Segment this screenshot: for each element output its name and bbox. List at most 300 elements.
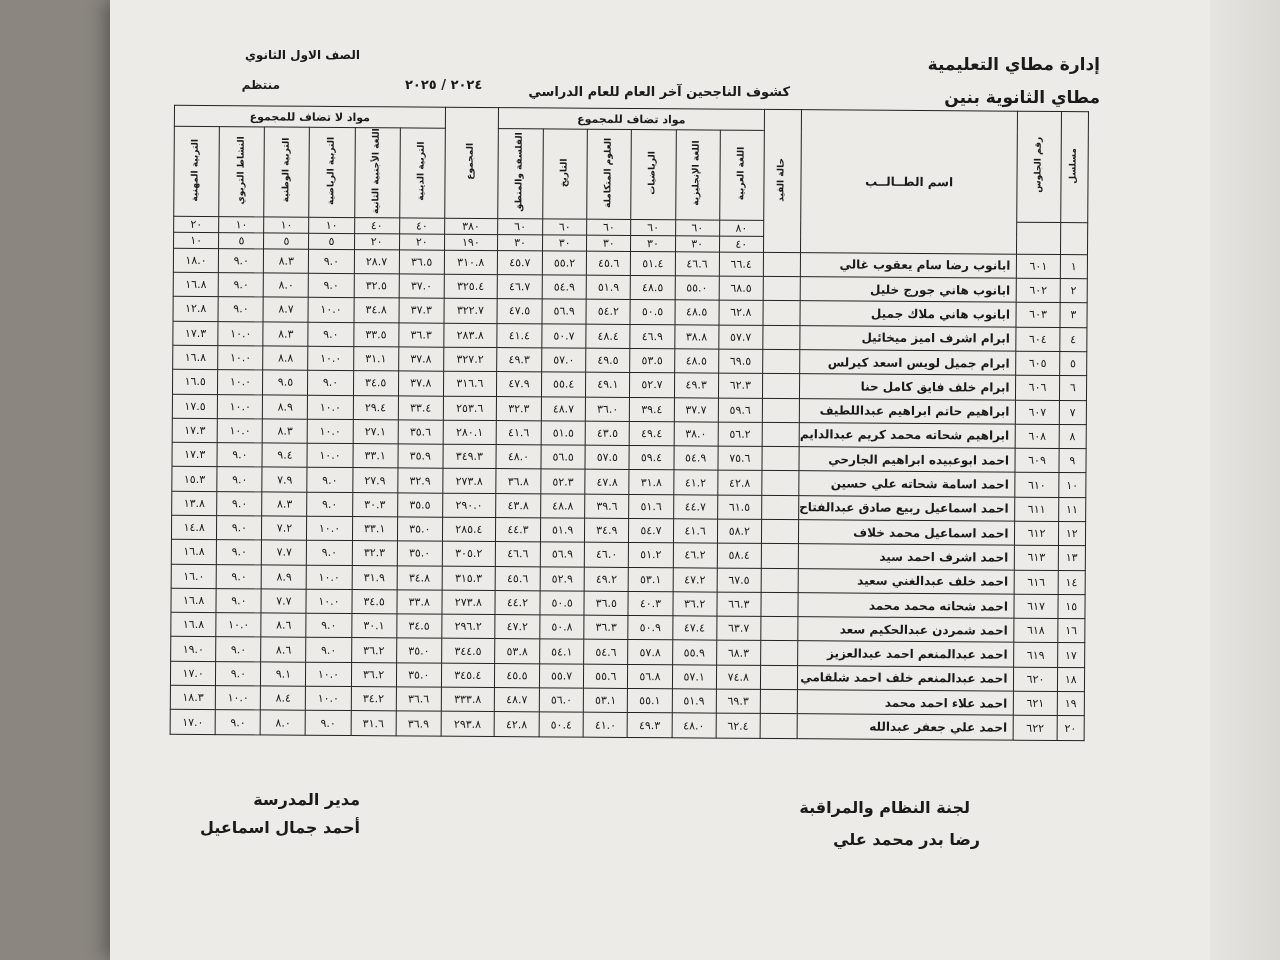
score-cell: ٤٨.٥ bbox=[674, 349, 718, 374]
student-name-cell: احمد ابوعبيده ابراهيم الجارحي bbox=[799, 447, 1016, 473]
student-name-cell: احمد اسماعيل ربيع صادق عبدالفتاح bbox=[799, 495, 1016, 521]
score-cell: ٥٣.٥ bbox=[630, 348, 674, 373]
score-cell: ٣٤.٨ bbox=[397, 565, 442, 590]
score-cell: ٥٠.٨ bbox=[540, 615, 584, 640]
enrollment-type: منتظم bbox=[241, 78, 280, 92]
max-score-cell: ٨٠ bbox=[719, 220, 763, 236]
score-cell: ٩.٠ bbox=[308, 322, 353, 347]
score-cell: ٩.٠ bbox=[219, 248, 264, 273]
score-cell: ٣٠.١ bbox=[351, 614, 396, 639]
total-score-cell: ٣٣٣.٨ bbox=[441, 687, 494, 712]
score-cell: ٤٦.٢ bbox=[673, 543, 717, 568]
score-cell: ٣٣.١ bbox=[353, 444, 398, 469]
max-score-cell: ١٠ bbox=[309, 217, 354, 233]
total-score-cell: ٣٤٥.٤ bbox=[441, 663, 494, 688]
seat-number-cell: ٦١٠ bbox=[1015, 473, 1058, 498]
seat-number-cell: ٦١٩ bbox=[1014, 643, 1057, 668]
min-score-cell: ٢٠ bbox=[399, 234, 444, 250]
score-cell: ٤٨.٨ bbox=[541, 494, 585, 519]
score-cell: ٩.٠ bbox=[308, 370, 353, 395]
total-score-cell: ٣١٠.٨ bbox=[444, 250, 497, 275]
group-not-added-subjects: مواد لا تضاف للمجموع bbox=[174, 105, 445, 128]
max-score-cell: ٣٨٠ bbox=[444, 218, 497, 234]
score-cell: ٤٩.٣ bbox=[627, 713, 671, 738]
col-subject-added: الفلسفة والمنطق bbox=[498, 129, 544, 219]
score-cell: ٤٧.٨ bbox=[585, 470, 629, 495]
score-cell: ٤٦.٦ bbox=[675, 252, 719, 277]
seat-number-cell: ٦٠٤ bbox=[1016, 327, 1059, 352]
student-name-cell: احمد عبدالمنعم احمد عبدالعزيز bbox=[798, 641, 1015, 667]
score-cell: ٥٤.٦ bbox=[584, 640, 628, 665]
serial-cell: ١٧ bbox=[1057, 643, 1085, 667]
status-cell bbox=[760, 665, 797, 690]
score-cell: ١٥.٣ bbox=[172, 467, 217, 492]
score-cell: ٥٣.١ bbox=[583, 688, 627, 713]
status-cell bbox=[760, 689, 797, 714]
max-score-cell: ٦٠ bbox=[543, 219, 587, 235]
score-cell: ٦٩.٥ bbox=[718, 349, 762, 374]
student-name-cell: ابرام اشرف اميز ميخائيل bbox=[800, 325, 1017, 351]
min-score-cell: ٥ bbox=[219, 232, 264, 248]
score-cell: ٣٥.٥ bbox=[397, 493, 442, 518]
score-cell: ١٨.٠ bbox=[173, 248, 218, 273]
score-cell: ٣٦.٣ bbox=[398, 323, 443, 348]
status-cell bbox=[762, 398, 799, 423]
score-cell: ٤٤.٧ bbox=[673, 495, 717, 520]
col-subject-added: اللغة العربية bbox=[719, 130, 764, 220]
student-name-cell: احمد شحاته محمد محمد bbox=[798, 593, 1015, 619]
score-cell: ٣٤.٥ bbox=[396, 614, 441, 639]
score-cell: ١٧.٠ bbox=[170, 710, 215, 735]
col-serial: مسلسل bbox=[1060, 111, 1088, 222]
max-score-cell: ٦٠ bbox=[497, 218, 542, 234]
score-cell: ٤٦.٠ bbox=[584, 542, 628, 567]
score-cell: ٦٢.٨ bbox=[719, 300, 763, 325]
score-cell: ٥٦.٠ bbox=[539, 688, 583, 713]
col-subject-added: اللغة الإنجليزية bbox=[675, 130, 720, 220]
score-cell: ١٩.٠ bbox=[171, 637, 216, 662]
score-cell: ٥٨.٤ bbox=[717, 543, 761, 568]
serial-cell: ١١ bbox=[1058, 497, 1086, 521]
total-score-cell: ٢٩٣.٨ bbox=[441, 712, 494, 737]
score-cell: ٨.٣ bbox=[264, 249, 309, 274]
max-score-cell: ٢٠ bbox=[174, 216, 219, 232]
results-body bbox=[170, 248, 1087, 740]
seat-number-cell: ٦٠٦ bbox=[1016, 375, 1059, 400]
score-cell: ٤٨.٠ bbox=[496, 445, 541, 470]
score-cell: ١٦.٨ bbox=[171, 612, 216, 637]
score-cell: ٣٨.٨ bbox=[674, 324, 718, 349]
min-score-cell: ٥ bbox=[309, 233, 354, 249]
score-cell: ٣٧.٣ bbox=[399, 298, 444, 323]
score-cell: ١٦.٨ bbox=[171, 540, 216, 565]
score-cell: ٥٦.٢ bbox=[718, 422, 762, 447]
score-cell: ٩.٥ bbox=[263, 370, 308, 395]
score-cell: ٣٢.٩ bbox=[397, 468, 442, 493]
total-score-cell: ٣٢٥.٤ bbox=[444, 274, 497, 299]
score-cell: ٤٨.٧ bbox=[494, 688, 539, 713]
student-name-cell: احمد علاء احمد محمد bbox=[797, 690, 1014, 716]
score-cell: ١٠.٠ bbox=[218, 346, 263, 371]
col-subject-not-added: التربية الدينية bbox=[399, 128, 445, 218]
score-cell: ٨.٨ bbox=[263, 346, 308, 371]
status-cell bbox=[760, 714, 797, 739]
score-cell: ٣٦.٦ bbox=[396, 687, 441, 712]
score-cell: ٣٠.٣ bbox=[352, 492, 397, 517]
director-title: مدير المدرسة bbox=[253, 790, 360, 809]
score-cell: ٥٠.٩ bbox=[628, 616, 672, 641]
seat-number-cell: ٦٠٩ bbox=[1015, 448, 1058, 473]
score-cell: ٥٣.٨ bbox=[494, 639, 539, 664]
status-cell bbox=[762, 422, 799, 447]
score-cell: ٧.٩ bbox=[262, 467, 307, 492]
score-cell: ١٠.٠ bbox=[216, 613, 261, 638]
score-cell: ٦٧.٥ bbox=[717, 568, 761, 593]
score-cell: ٥٥.٧ bbox=[539, 664, 583, 689]
score-cell: ٩.٠ bbox=[307, 492, 352, 517]
serial-cell: ١٨ bbox=[1057, 667, 1085, 691]
col-status: حالة القيد bbox=[763, 109, 801, 252]
student-name-cell: ابرام خلف فايق كامل حنا bbox=[799, 374, 1016, 400]
score-cell: ١٦.٨ bbox=[173, 345, 218, 370]
score-cell: ٣٣.٤ bbox=[398, 395, 443, 420]
status-cell bbox=[761, 592, 798, 617]
status-cell bbox=[761, 519, 798, 544]
paper-edge bbox=[1210, 0, 1280, 960]
score-cell: ٤٧.٢ bbox=[673, 567, 717, 592]
score-cell: ٣٤.٥ bbox=[353, 371, 398, 396]
seat-number-cell: ٦٠٧ bbox=[1016, 400, 1059, 425]
score-cell: ٣٦.٩ bbox=[396, 711, 441, 736]
score-cell: ٦٦.٣ bbox=[717, 592, 761, 617]
score-cell: ٥٤.٩ bbox=[542, 275, 586, 300]
score-cell: ٩.٤ bbox=[262, 443, 307, 468]
score-cell: ٥٩.٦ bbox=[718, 398, 762, 423]
col-subject-not-added: التربية المهنية bbox=[174, 126, 220, 216]
score-cell: ٥١.٢ bbox=[629, 543, 673, 568]
student-name-cell: ابرام جميل لويس اسعد كيرلس bbox=[800, 350, 1017, 376]
min-score-cell: ١٩٠ bbox=[444, 234, 497, 250]
score-cell: ٥١.٩ bbox=[586, 275, 630, 300]
score-cell: ١٧.٥ bbox=[172, 394, 217, 419]
score-cell: ٩.٠ bbox=[216, 564, 261, 589]
score-cell: ٤٩.٣ bbox=[497, 347, 542, 372]
score-cell: ٤٩.٤ bbox=[630, 421, 674, 446]
score-cell: ١٦.٥ bbox=[172, 370, 217, 395]
status-cell bbox=[762, 374, 799, 399]
seat-number-cell: ٦١٧ bbox=[1014, 594, 1057, 619]
score-cell: ٦١.٥ bbox=[717, 495, 761, 520]
score-cell: ٩.٠ bbox=[216, 637, 261, 662]
status-cell bbox=[761, 568, 798, 593]
score-cell: ٥٧.٠ bbox=[542, 348, 586, 373]
score-cell: ٣٥.٠ bbox=[396, 638, 441, 663]
serial-cell: ١٠ bbox=[1058, 473, 1086, 497]
score-cell: ٨.٠ bbox=[261, 710, 306, 735]
score-cell: ١٧.٣ bbox=[172, 418, 217, 443]
score-cell: ٢٧.٩ bbox=[352, 468, 397, 493]
col-subject-added: العلوم المتكاملة bbox=[587, 129, 632, 219]
score-cell: ٦٨.٣ bbox=[716, 641, 760, 666]
total-score-cell: ٢٧٣.٨ bbox=[443, 469, 496, 494]
score-cell: ٥١.٥ bbox=[541, 421, 585, 446]
score-cell: ٣٢.٥ bbox=[354, 274, 399, 299]
score-cell: ٥١.٤ bbox=[631, 251, 675, 276]
score-cell: ٩.٠ bbox=[309, 273, 354, 298]
status-cell bbox=[762, 495, 799, 520]
score-cell: ٤١.٤ bbox=[497, 323, 542, 348]
seat-number-cell: ٦١٢ bbox=[1015, 521, 1058, 546]
score-cell: ٩.٠ bbox=[309, 249, 354, 274]
score-cell: ١٧.٣ bbox=[173, 321, 218, 346]
score-cell: ٥٤.١ bbox=[540, 639, 584, 664]
min-score-cell: ٤٠ bbox=[719, 236, 763, 252]
score-cell: ٤٦.٩ bbox=[630, 324, 674, 349]
score-cell: ٦٦.٤ bbox=[719, 252, 763, 277]
score-cell: ٥١.٩ bbox=[672, 689, 716, 714]
min-score-cell: ٣٠ bbox=[631, 235, 675, 251]
score-cell: ٥٠.٥ bbox=[630, 300, 674, 325]
score-cell: ٢٧.١ bbox=[353, 419, 398, 444]
status-cell bbox=[763, 252, 800, 277]
score-cell: ٣٢.٣ bbox=[496, 396, 541, 421]
score-cell: ١٨.٣ bbox=[170, 685, 215, 710]
score-cell: ٤٥.٦ bbox=[495, 566, 540, 591]
score-cell: ٩.٠ bbox=[217, 540, 262, 565]
col-total: المجموع bbox=[445, 107, 499, 218]
score-cell: ٣٦.٢ bbox=[351, 662, 396, 687]
seat-number-cell: ٦١٣ bbox=[1015, 545, 1058, 570]
serial-cell: ٥ bbox=[1059, 351, 1087, 375]
score-cell: ٥٧.٧ bbox=[719, 325, 763, 350]
max-score-cell: ٦٠ bbox=[587, 219, 631, 235]
student-name-cell: ابراهيم حاتم ابراهيم عبداللطيف bbox=[799, 398, 1016, 424]
score-cell: ١٠.٠ bbox=[218, 321, 263, 346]
student-name-cell: احمد علي جعفر عبدالله bbox=[797, 714, 1014, 740]
blank-cell bbox=[1060, 222, 1088, 254]
score-cell: ٣٨.٠ bbox=[674, 422, 718, 447]
seat-number-cell: ٦٠٢ bbox=[1017, 278, 1060, 303]
status-cell bbox=[763, 325, 800, 350]
total-score-cell: ٣٢٧.٢ bbox=[443, 347, 496, 372]
status-cell bbox=[761, 617, 798, 642]
score-cell: ٣٣.٨ bbox=[397, 590, 442, 615]
score-cell: ٨.٩ bbox=[262, 565, 307, 590]
score-cell: ٩.٠ bbox=[306, 638, 351, 663]
total-score-cell: ٢٩٦.٢ bbox=[442, 614, 495, 639]
serial-cell: ٨ bbox=[1059, 424, 1087, 448]
grade-label: الصف الاول الثانوي bbox=[244, 48, 360, 62]
score-cell: ٤٣.٨ bbox=[496, 493, 541, 518]
school-name: مطاي الثانوية بنين bbox=[944, 88, 1100, 108]
score-cell: ٤٩.٣ bbox=[674, 373, 718, 398]
score-cell: ٣٦.٥ bbox=[399, 250, 444, 275]
score-cell: ٩.٠ bbox=[217, 491, 262, 516]
score-cell: ٥٠.٥ bbox=[540, 591, 584, 616]
score-cell: ١٠.٠ bbox=[306, 686, 351, 711]
score-cell: ٥٠.٧ bbox=[542, 324, 586, 349]
academic-year: ٢٠٢٤ / ٢٠٢٥ bbox=[405, 78, 483, 93]
min-score-cell: ٣٠ bbox=[543, 235, 587, 251]
student-name-cell: ابانوب رضا سام يعقوب غالي bbox=[800, 252, 1017, 278]
min-score-cell: ٣٠ bbox=[675, 236, 719, 252]
score-cell: ٥٥.١ bbox=[628, 689, 672, 714]
score-cell: ٥٦.٩ bbox=[540, 542, 584, 567]
score-cell: ٣٤.٢ bbox=[351, 687, 396, 712]
score-cell: ٢٨.٧ bbox=[354, 249, 399, 274]
score-cell: ٥٧.٥ bbox=[585, 445, 629, 470]
max-score-cell: ١٠ bbox=[219, 216, 264, 232]
score-cell: ٤٨.٤ bbox=[586, 324, 630, 349]
score-cell: ٥٥.٠ bbox=[675, 276, 719, 301]
total-score-cell: ٣٠٥.٢ bbox=[442, 541, 495, 566]
score-cell: ٩.٠ bbox=[307, 468, 352, 493]
score-cell: ٣١.٦ bbox=[351, 711, 396, 736]
score-cell: ٨.٣ bbox=[263, 322, 308, 347]
score-cell: ٤٧.٢ bbox=[495, 615, 540, 640]
score-cell: ١٠.٠ bbox=[308, 419, 353, 444]
score-cell: ٥١.٩ bbox=[540, 518, 584, 543]
score-cell: ٣٧.٨ bbox=[398, 371, 443, 396]
score-cell: ٤٠.٣ bbox=[628, 591, 672, 616]
score-cell: ٣٥.٠ bbox=[396, 663, 441, 688]
score-cell: ٥٠.٤ bbox=[539, 712, 583, 737]
score-cell: ٤٩.٢ bbox=[584, 567, 628, 592]
score-cell: ٤١.٦ bbox=[673, 519, 717, 544]
score-cell: ٥٦.٨ bbox=[628, 664, 672, 689]
score-cell: ٣٦.٢ bbox=[672, 592, 716, 617]
score-cell: ٩.٠ bbox=[217, 516, 262, 541]
max-score-cell: ٤٠ bbox=[354, 217, 399, 233]
status-cell bbox=[760, 641, 797, 666]
score-cell: ٩.٠ bbox=[218, 297, 263, 322]
total-score-cell: ٣٢٢.٧ bbox=[444, 299, 497, 324]
score-cell: ٦٨.٥ bbox=[719, 276, 763, 301]
score-cell: ٣٤.٩ bbox=[585, 518, 629, 543]
score-cell: ٥١.٦ bbox=[629, 494, 673, 519]
student-name-cell: احمد اشرف احمد سيد bbox=[798, 544, 1015, 570]
score-cell: ٥٣.١ bbox=[628, 567, 672, 592]
director-name: أحمد جمال اسماعيل bbox=[200, 818, 360, 837]
score-cell: ١٣.٨ bbox=[172, 491, 217, 516]
serial-cell: ١ bbox=[1060, 254, 1088, 278]
score-cell: ٧.٧ bbox=[261, 589, 306, 614]
score-cell: ٣٥.٠ bbox=[397, 517, 442, 542]
serial-cell: ١٤ bbox=[1058, 570, 1086, 594]
serial-cell: ٤ bbox=[1059, 327, 1087, 351]
score-cell: ٥٢.٩ bbox=[540, 566, 584, 591]
score-cell: ٥٦.٥ bbox=[541, 445, 585, 470]
score-cell: ٤٥.٥ bbox=[494, 663, 539, 688]
score-cell: ٥٥.٩ bbox=[672, 640, 716, 665]
score-cell: ٦٩.٣ bbox=[716, 689, 760, 714]
score-cell: ٤٩.١ bbox=[586, 372, 630, 397]
total-score-cell: ٢٩٠.٠ bbox=[442, 493, 495, 518]
min-score-cell: ٢٠ bbox=[354, 233, 399, 249]
score-cell: ٢٩.٤ bbox=[353, 395, 398, 420]
score-cell: ٥٥.٢ bbox=[542, 251, 586, 276]
seat-number-cell: ٦١٦ bbox=[1015, 570, 1058, 595]
total-score-cell: ٢٨٣.٨ bbox=[444, 323, 497, 348]
score-cell: ٣١.١ bbox=[353, 346, 398, 371]
score-cell: ١٠.٠ bbox=[306, 589, 351, 614]
score-cell: ٣٧.٨ bbox=[398, 347, 443, 372]
serial-cell: ١٢ bbox=[1058, 521, 1086, 545]
score-cell: ١٠.٠ bbox=[217, 418, 262, 443]
score-cell: ٤١.٢ bbox=[673, 470, 717, 495]
score-cell: ١٧.٣ bbox=[172, 442, 217, 467]
score-cell: ٤٥.٦ bbox=[587, 251, 631, 276]
seat-number-cell: ٦٢٢ bbox=[1014, 716, 1057, 741]
status-cell bbox=[763, 276, 800, 301]
score-cell: ١٠.٠ bbox=[307, 516, 352, 541]
score-cell: ٥٤.٢ bbox=[586, 300, 630, 325]
score-cell: ٥٤.٧ bbox=[629, 518, 673, 543]
col-subject-not-added: اللغة الأجنبية الثانية bbox=[354, 128, 400, 218]
score-cell: ٥٥.٦ bbox=[584, 664, 628, 689]
col-student-name: اسم الطــالــب bbox=[800, 110, 1018, 254]
score-cell: ٤٣.٥ bbox=[585, 421, 629, 446]
seat-number-cell: ٦١٨ bbox=[1014, 618, 1057, 643]
score-cell: ٤٧.٤ bbox=[672, 616, 716, 641]
score-cell: ٣٦.٢ bbox=[351, 638, 396, 663]
score-cell: ٥٢.٣ bbox=[541, 469, 585, 494]
serial-cell: ١٥ bbox=[1057, 594, 1085, 618]
score-cell: ٩.٠ bbox=[306, 711, 351, 736]
max-score-cell: ١٠ bbox=[264, 217, 309, 233]
score-cell: ٣٥.٦ bbox=[398, 420, 443, 445]
total-score-cell: ٢٥٣.٦ bbox=[443, 396, 496, 421]
score-cell: ٦٢.٤ bbox=[716, 713, 760, 738]
score-cell: ٤٧.٩ bbox=[496, 372, 541, 397]
score-cell: ٤٨.٥ bbox=[675, 300, 719, 325]
status-cell bbox=[762, 471, 799, 496]
score-cell: ٧٤.٨ bbox=[716, 665, 760, 690]
student-name-cell: احمد اسامة شحاته علي حسين bbox=[799, 471, 1016, 497]
score-cell: ٩.٠ bbox=[218, 273, 263, 298]
score-cell: ٣٩.٤ bbox=[630, 397, 674, 422]
committee-title: لجنة النظام والمراقبة bbox=[799, 798, 970, 817]
serial-cell: ٦ bbox=[1059, 376, 1087, 400]
seat-number-cell: ٦٠٨ bbox=[1016, 424, 1059, 449]
score-cell: ٥٤.٩ bbox=[674, 446, 718, 471]
score-cell: ٤٦.٧ bbox=[497, 275, 542, 300]
score-cell: ١٠.٠ bbox=[216, 686, 261, 711]
serial-cell: ٢٠ bbox=[1057, 716, 1085, 740]
score-cell: ٣٣.٥ bbox=[353, 322, 398, 347]
score-cell: ٩.١ bbox=[261, 662, 306, 687]
score-cell: ٨.٦ bbox=[261, 613, 306, 638]
max-score-cell: ٦٠ bbox=[675, 220, 719, 236]
score-cell: ٤٧.٥ bbox=[497, 299, 542, 324]
score-cell: ١٦.٠ bbox=[171, 564, 216, 589]
score-cell: ٤١.٦ bbox=[496, 420, 541, 445]
total-score-cell: ٣٤٤.٥ bbox=[441, 639, 494, 664]
seat-number-cell: ٦٢١ bbox=[1014, 691, 1057, 716]
max-score-cell: ٦٠ bbox=[631, 219, 675, 235]
score-cell: ٩.٠ bbox=[306, 613, 351, 638]
score-cell: ٣٣.١ bbox=[352, 517, 397, 542]
score-cell: ٥٧.٨ bbox=[628, 640, 672, 665]
status-cell bbox=[761, 544, 798, 569]
score-cell: ٨.٩ bbox=[263, 394, 308, 419]
total-score-cell: ٣٤٩.٣ bbox=[443, 444, 496, 469]
seat-number-cell: ٦٠١ bbox=[1017, 254, 1060, 279]
total-score-cell: ٣١٦.٦ bbox=[443, 371, 496, 396]
score-cell: ٥٦.٩ bbox=[542, 299, 586, 324]
score-cell: ٥٧.١ bbox=[672, 665, 716, 690]
score-cell: ٨.٤ bbox=[261, 686, 306, 711]
